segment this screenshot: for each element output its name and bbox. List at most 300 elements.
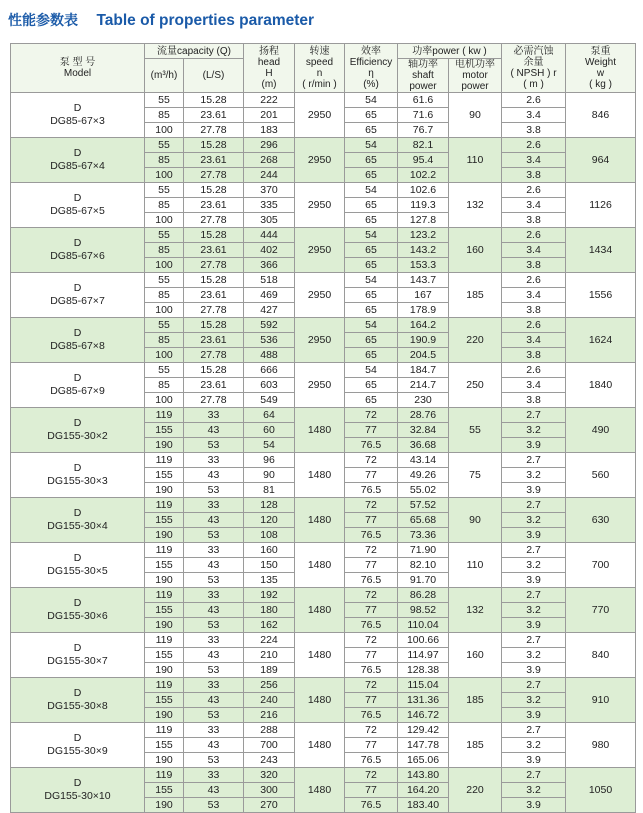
- capacity-ls-cell: 15.28: [184, 183, 244, 198]
- capacity-ls-cell: 27.78: [184, 393, 244, 408]
- npsh-cell: 2.7: [502, 768, 566, 783]
- capacity-m3h-cell: 190: [145, 528, 184, 543]
- head-cell: 224: [244, 633, 295, 648]
- properties-table: [10, 43, 636, 813]
- model-cell: [11, 228, 145, 273]
- table-row: [11, 183, 636, 198]
- capacity-ls-cell: 43: [184, 468, 244, 483]
- model-group: [11, 273, 636, 318]
- shaft-power-cell: 128.38: [398, 663, 449, 678]
- motor-power-cell: 132: [449, 183, 502, 228]
- capacity-m3h-cell: 155: [145, 423, 184, 438]
- speed-cell: 1480: [295, 678, 345, 723]
- head-cell: 300: [244, 783, 295, 798]
- npsh-cell: 2.7: [502, 678, 566, 693]
- shaft-power-cell: 146.72: [398, 708, 449, 723]
- title-en: Table of properties parameter: [96, 12, 315, 29]
- capacity-m3h-cell: 100: [145, 348, 184, 363]
- speed-cell: 1480: [295, 633, 345, 678]
- capacity-ls-cell: 33: [184, 633, 244, 648]
- capacity-m3h-cell: 100: [145, 303, 184, 318]
- weight-cell: 1126: [566, 183, 636, 228]
- capacity-m3h-cell: 85: [145, 333, 184, 348]
- header-model: 泵 型 号 Model: [11, 44, 145, 93]
- capacity-m3h-cell: 119: [145, 408, 184, 423]
- header-npsh: 必需汽蚀 余量 ( NPSH ) r ( m ): [502, 44, 566, 93]
- model-prefix: D: [73, 102, 82, 114]
- model-group: [11, 678, 636, 723]
- npsh-cell: 2.6: [502, 318, 566, 333]
- capacity-m3h-cell: 155: [145, 738, 184, 753]
- table-row: [11, 588, 636, 603]
- capacity-m3h-cell: 190: [145, 573, 184, 588]
- head-cell: 256: [244, 678, 295, 693]
- efficiency-cell: 72: [345, 453, 398, 468]
- model-group: [11, 498, 636, 543]
- shaft-power-cell: 82.10: [398, 558, 449, 573]
- npsh-cell: 2.7: [502, 453, 566, 468]
- model-code: DG85-67×5: [50, 205, 105, 217]
- npsh-cell: 2.7: [502, 543, 566, 558]
- head-cell: 305: [244, 213, 295, 228]
- speed-cell: 2950: [295, 138, 345, 183]
- shaft-power-cell: 43.14: [398, 453, 449, 468]
- npsh-cell: 3.2: [502, 648, 566, 663]
- table-row: [11, 723, 636, 738]
- model-cell: [11, 498, 145, 543]
- npsh-cell: 3.2: [502, 513, 566, 528]
- head-cell: 64: [244, 408, 295, 423]
- weight-cell: 910: [566, 678, 636, 723]
- head-cell: 180: [244, 603, 295, 618]
- table-row: [11, 93, 636, 108]
- head-cell: 90: [244, 468, 295, 483]
- capacity-m3h-cell: 190: [145, 483, 184, 498]
- motor-power-cell: 90: [449, 93, 502, 138]
- capacity-m3h-cell: 55: [145, 183, 184, 198]
- efficiency-cell: 65: [345, 393, 398, 408]
- efficiency-cell: 76.5: [345, 708, 398, 723]
- motor-power-cell: 250: [449, 363, 502, 408]
- weight-cell: 964: [566, 138, 636, 183]
- efficiency-cell: 65: [345, 213, 398, 228]
- shaft-power-cell: 115.04: [398, 678, 449, 693]
- head-cell: 60: [244, 423, 295, 438]
- efficiency-cell: 77: [345, 558, 398, 573]
- head-cell: 192: [244, 588, 295, 603]
- head-cell: 240: [244, 693, 295, 708]
- capacity-m3h-cell: 85: [145, 378, 184, 393]
- model-prefix: D: [73, 147, 82, 159]
- header-capacity-m3h: (m³/h): [145, 59, 184, 93]
- model-code: DG155-30×10: [44, 790, 111, 802]
- weight-cell: 490: [566, 408, 636, 453]
- shaft-power-cell: 82.1: [398, 138, 449, 153]
- head-cell: 427: [244, 303, 295, 318]
- npsh-cell: 3.9: [502, 438, 566, 453]
- capacity-ls-cell: 53: [184, 618, 244, 633]
- capacity-ls-cell: 33: [184, 723, 244, 738]
- head-cell: 320: [244, 768, 295, 783]
- model-prefix: D: [73, 777, 82, 789]
- head-cell: 549: [244, 393, 295, 408]
- capacity-ls-cell: 43: [184, 513, 244, 528]
- head-cell: 54: [244, 438, 295, 453]
- shaft-power-cell: 178.9: [398, 303, 449, 318]
- model-code: DG155-30×4: [47, 520, 108, 532]
- npsh-cell: 2.6: [502, 93, 566, 108]
- speed-cell: 1480: [295, 453, 345, 498]
- efficiency-cell: 77: [345, 423, 398, 438]
- capacity-m3h-cell: 100: [145, 123, 184, 138]
- weight-cell: 840: [566, 633, 636, 678]
- header-motor-power: 电机功率 motor power: [449, 59, 502, 93]
- npsh-cell: 3.2: [502, 468, 566, 483]
- speed-cell: 1480: [295, 768, 345, 813]
- capacity-ls-cell: 23.61: [184, 288, 244, 303]
- npsh-cell: 3.4: [502, 198, 566, 213]
- head-cell: 108: [244, 528, 295, 543]
- shaft-power-cell: 190.9: [398, 333, 449, 348]
- head-cell: 210: [244, 648, 295, 663]
- npsh-cell: 3.8: [502, 303, 566, 318]
- table-row: [11, 408, 636, 423]
- capacity-ls-cell: 27.78: [184, 213, 244, 228]
- table-row: [11, 768, 636, 783]
- shaft-power-cell: 65.68: [398, 513, 449, 528]
- model-cell: [11, 588, 145, 633]
- speed-cell: 1480: [295, 498, 345, 543]
- shaft-power-cell: 32.84: [398, 423, 449, 438]
- capacity-m3h-cell: 55: [145, 363, 184, 378]
- efficiency-cell: 72: [345, 633, 398, 648]
- model-group: [11, 408, 636, 453]
- capacity-m3h-cell: 190: [145, 438, 184, 453]
- model-cell: [11, 183, 145, 228]
- head-cell: 81: [244, 483, 295, 498]
- head-cell: 189: [244, 663, 295, 678]
- shaft-power-cell: 100.66: [398, 633, 449, 648]
- npsh-cell: 3.8: [502, 393, 566, 408]
- capacity-ls-cell: 43: [184, 648, 244, 663]
- shaft-power-cell: 95.4: [398, 153, 449, 168]
- efficiency-cell: 65: [345, 378, 398, 393]
- npsh-cell: 3.4: [502, 288, 566, 303]
- efficiency-cell: 54: [345, 183, 398, 198]
- npsh-cell: 3.2: [502, 783, 566, 798]
- npsh-cell: 3.9: [502, 663, 566, 678]
- shaft-power-cell: 61.6: [398, 93, 449, 108]
- header-power: 功率power ( kw ): [398, 44, 502, 59]
- weight-cell: 560: [566, 453, 636, 498]
- model-cell: [11, 93, 145, 138]
- model-code: DG85-67×9: [50, 385, 105, 397]
- shaft-power-cell: 184.7: [398, 363, 449, 378]
- npsh-cell: 3.8: [502, 348, 566, 363]
- speed-cell: 1480: [295, 723, 345, 768]
- motor-power-cell: 220: [449, 318, 502, 363]
- efficiency-cell: 54: [345, 93, 398, 108]
- shaft-power-cell: 102.6: [398, 183, 449, 198]
- efficiency-cell: 65: [345, 123, 398, 138]
- capacity-m3h-cell: 100: [145, 213, 184, 228]
- capacity-ls-cell: 23.61: [184, 378, 244, 393]
- model-cell: [11, 768, 145, 813]
- efficiency-cell: 76.5: [345, 483, 398, 498]
- efficiency-cell: 65: [345, 108, 398, 123]
- capacity-m3h-cell: 119: [145, 453, 184, 468]
- head-cell: 150: [244, 558, 295, 573]
- capacity-ls-cell: 33: [184, 453, 244, 468]
- capacity-ls-cell: 43: [184, 558, 244, 573]
- model-prefix: D: [73, 597, 82, 609]
- table-row: [11, 453, 636, 468]
- efficiency-cell: 77: [345, 603, 398, 618]
- model-prefix: D: [73, 192, 82, 204]
- shaft-power-cell: 147.78: [398, 738, 449, 753]
- capacity-m3h-cell: 119: [145, 498, 184, 513]
- model-code: DG155-30×6: [47, 610, 108, 622]
- capacity-ls-cell: 43: [184, 423, 244, 438]
- speed-cell: 1480: [295, 408, 345, 453]
- head-cell: 162: [244, 618, 295, 633]
- npsh-cell: 2.7: [502, 723, 566, 738]
- weight-cell: 1840: [566, 363, 636, 408]
- speed-cell: 2950: [295, 273, 345, 318]
- motor-power-cell: 185: [449, 678, 502, 723]
- model-prefix: D: [73, 687, 82, 699]
- efficiency-cell: 76.5: [345, 753, 398, 768]
- model-code: DG85-67×3: [50, 115, 105, 127]
- capacity-ls-cell: 53: [184, 663, 244, 678]
- header-capacity: 流量capacity (Q): [145, 44, 244, 59]
- motor-power-cell: 55: [449, 408, 502, 453]
- npsh-cell: 3.8: [502, 123, 566, 138]
- capacity-m3h-cell: 190: [145, 618, 184, 633]
- capacity-m3h-cell: 85: [145, 108, 184, 123]
- head-cell: 96: [244, 453, 295, 468]
- model-cell: [11, 408, 145, 453]
- capacity-m3h-cell: 55: [145, 93, 184, 108]
- weight-cell: 1556: [566, 273, 636, 318]
- npsh-cell: 3.9: [502, 708, 566, 723]
- model-code: DG155-30×5: [47, 565, 108, 577]
- capacity-ls-cell: 33: [184, 498, 244, 513]
- model-cell: [11, 363, 145, 408]
- capacity-ls-cell: 53: [184, 753, 244, 768]
- npsh-cell: 3.8: [502, 168, 566, 183]
- model-prefix: D: [73, 732, 82, 744]
- model-group: [11, 138, 636, 183]
- head-cell: 666: [244, 363, 295, 378]
- efficiency-cell: 54: [345, 228, 398, 243]
- head-cell: 370: [244, 183, 295, 198]
- capacity-m3h-cell: 55: [145, 273, 184, 288]
- weight-cell: 1434: [566, 228, 636, 273]
- table-row: [11, 138, 636, 153]
- head-cell: 469: [244, 288, 295, 303]
- capacity-ls-cell: 27.78: [184, 168, 244, 183]
- weight-cell: 846: [566, 93, 636, 138]
- head-cell: 488: [244, 348, 295, 363]
- model-cell: [11, 678, 145, 723]
- shaft-power-cell: 71.90: [398, 543, 449, 558]
- shaft-power-cell: 71.6: [398, 108, 449, 123]
- model-code: DG155-30×8: [47, 700, 108, 712]
- head-cell: 201: [244, 108, 295, 123]
- title-zh: 性能参数表: [8, 12, 78, 28]
- efficiency-cell: 65: [345, 333, 398, 348]
- head-cell: 700: [244, 738, 295, 753]
- capacity-m3h-cell: 100: [145, 258, 184, 273]
- capacity-ls-cell: 23.61: [184, 243, 244, 258]
- speed-cell: 2950: [295, 183, 345, 228]
- model-cell: [11, 273, 145, 318]
- npsh-cell: 3.2: [502, 693, 566, 708]
- model-prefix: D: [73, 552, 82, 564]
- model-cell: [11, 723, 145, 768]
- shaft-power-cell: 119.3: [398, 198, 449, 213]
- efficiency-cell: 77: [345, 468, 398, 483]
- capacity-ls-cell: 33: [184, 588, 244, 603]
- capacity-m3h-cell: 119: [145, 543, 184, 558]
- capacity-ls-cell: 33: [184, 408, 244, 423]
- capacity-ls-cell: 15.28: [184, 363, 244, 378]
- capacity-ls-cell: 43: [184, 603, 244, 618]
- head-cell: 518: [244, 273, 295, 288]
- header-weight: 泵重 Weight w ( kg ): [566, 44, 636, 93]
- efficiency-cell: 72: [345, 588, 398, 603]
- npsh-cell: 3.4: [502, 243, 566, 258]
- shaft-power-cell: 98.52: [398, 603, 449, 618]
- model-group: [11, 588, 636, 633]
- efficiency-cell: 65: [345, 198, 398, 213]
- head-cell: 128: [244, 498, 295, 513]
- speed-cell: 1480: [295, 543, 345, 588]
- capacity-m3h-cell: 190: [145, 753, 184, 768]
- shaft-power-cell: 123.2: [398, 228, 449, 243]
- capacity-ls-cell: 27.78: [184, 348, 244, 363]
- capacity-ls-cell: 33: [184, 678, 244, 693]
- capacity-ls-cell: 23.61: [184, 153, 244, 168]
- efficiency-cell: 65: [345, 168, 398, 183]
- capacity-m3h-cell: 155: [145, 693, 184, 708]
- capacity-ls-cell: 23.61: [184, 108, 244, 123]
- model-group: [11, 633, 636, 678]
- capacity-m3h-cell: 85: [145, 153, 184, 168]
- capacity-m3h-cell: 190: [145, 798, 184, 813]
- weight-cell: 1050: [566, 768, 636, 813]
- motor-power-cell: 110: [449, 543, 502, 588]
- shaft-power-cell: 49.26: [398, 468, 449, 483]
- head-cell: 222: [244, 93, 295, 108]
- model-code: DG155-30×7: [47, 655, 108, 667]
- speed-cell: 2950: [295, 228, 345, 273]
- capacity-m3h-cell: 155: [145, 558, 184, 573]
- efficiency-cell: 77: [345, 648, 398, 663]
- capacity-ls-cell: 53: [184, 528, 244, 543]
- efficiency-cell: 54: [345, 318, 398, 333]
- shaft-power-cell: 164.2: [398, 318, 449, 333]
- head-cell: 216: [244, 708, 295, 723]
- capacity-ls-cell: 43: [184, 783, 244, 798]
- header-speed: 转速 speed n ( r/min ): [295, 44, 345, 93]
- capacity-ls-cell: 53: [184, 573, 244, 588]
- head-cell: 444: [244, 228, 295, 243]
- capacity-ls-cell: 27.78: [184, 258, 244, 273]
- speed-cell: 2950: [295, 363, 345, 408]
- shaft-power-cell: 57.52: [398, 498, 449, 513]
- capacity-ls-cell: 23.61: [184, 333, 244, 348]
- shaft-power-cell: 110.04: [398, 618, 449, 633]
- npsh-cell: 3.2: [502, 558, 566, 573]
- table-row: [11, 498, 636, 513]
- efficiency-cell: 76.5: [345, 528, 398, 543]
- efficiency-cell: 77: [345, 738, 398, 753]
- capacity-m3h-cell: 100: [145, 393, 184, 408]
- npsh-cell: 3.2: [502, 423, 566, 438]
- model-prefix: D: [73, 237, 82, 249]
- shaft-power-cell: 214.7: [398, 378, 449, 393]
- capacity-ls-cell: 53: [184, 708, 244, 723]
- npsh-cell: 2.6: [502, 273, 566, 288]
- capacity-m3h-cell: 155: [145, 468, 184, 483]
- capacity-m3h-cell: 119: [145, 588, 184, 603]
- model-prefix: D: [73, 327, 82, 339]
- model-group: [11, 723, 636, 768]
- npsh-cell: 3.9: [502, 753, 566, 768]
- table-row: [11, 363, 636, 378]
- efficiency-cell: 77: [345, 693, 398, 708]
- efficiency-cell: 65: [345, 243, 398, 258]
- shaft-power-cell: 114.97: [398, 648, 449, 663]
- efficiency-cell: 76.5: [345, 798, 398, 813]
- model-prefix: D: [73, 282, 82, 294]
- npsh-cell: 2.6: [502, 138, 566, 153]
- efficiency-cell: 72: [345, 408, 398, 423]
- shaft-power-cell: 143.80: [398, 768, 449, 783]
- head-cell: 268: [244, 153, 295, 168]
- shaft-power-cell: 143.7: [398, 273, 449, 288]
- efficiency-cell: 72: [345, 498, 398, 513]
- head-cell: 120: [244, 513, 295, 528]
- capacity-ls-cell: 53: [184, 798, 244, 813]
- model-cell: [11, 633, 145, 678]
- capacity-ls-cell: 15.28: [184, 318, 244, 333]
- header-shaft-power: 轴功率 shaft power: [398, 59, 449, 93]
- npsh-cell: 3.4: [502, 378, 566, 393]
- npsh-cell: 3.4: [502, 153, 566, 168]
- npsh-cell: 2.6: [502, 228, 566, 243]
- npsh-cell: 2.7: [502, 633, 566, 648]
- shaft-power-cell: 127.8: [398, 213, 449, 228]
- model-cell: [11, 318, 145, 363]
- capacity-m3h-cell: 119: [145, 678, 184, 693]
- shaft-power-cell: 143.2: [398, 243, 449, 258]
- shaft-power-cell: 73.36: [398, 528, 449, 543]
- capacity-ls-cell: 27.78: [184, 123, 244, 138]
- head-cell: 603: [244, 378, 295, 393]
- shaft-power-cell: 129.42: [398, 723, 449, 738]
- shaft-power-cell: 131.36: [398, 693, 449, 708]
- efficiency-cell: 65: [345, 288, 398, 303]
- capacity-m3h-cell: 100: [145, 168, 184, 183]
- head-cell: 183: [244, 123, 295, 138]
- weight-cell: 770: [566, 588, 636, 633]
- motor-power-cell: 220: [449, 768, 502, 813]
- capacity-ls-cell: 15.28: [184, 273, 244, 288]
- table-row: [11, 273, 636, 288]
